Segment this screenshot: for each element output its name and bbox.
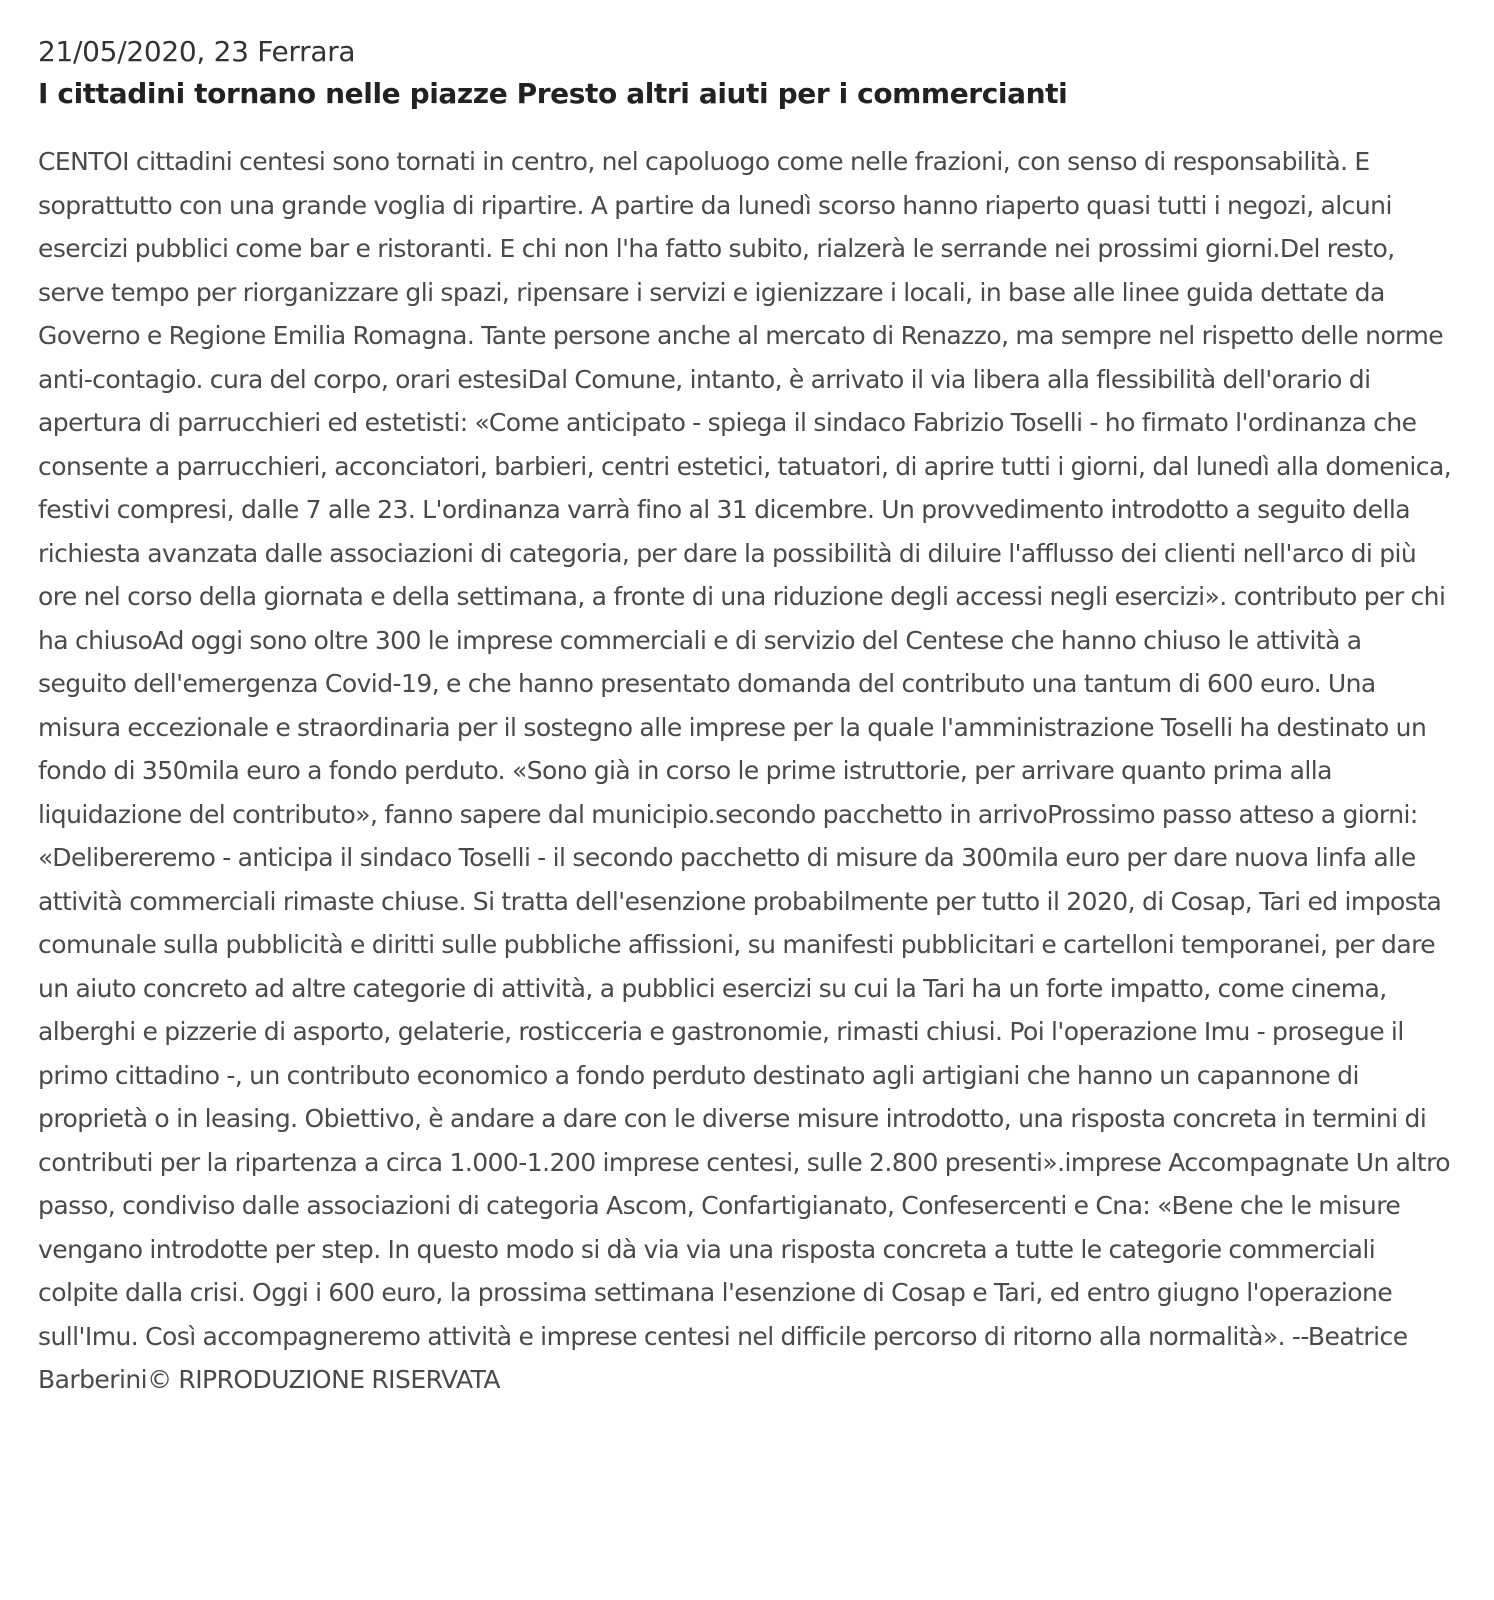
article-body: CENTOI cittadini centesi sono tornati in centro, nel capoluogo come nelle frazioni, con senso di responsabilità. E soprattutto con una grande voglia di ripartire. A partire da lunedì scorso hanno riaperto quasi tutti i negozi, alcuni esercizi pubblici come bar e ristoranti. E chi non l'ha fatto subito, rialzerà le serrande nei prossimi giorni.Del resto, serve tempo per riorganizzare gli spazi, ripensare i servizi e igienizzare i locali, in base alle linee guida dettate da Governo e Regione Emilia Romagna. Tante persone anche al mercato di Renazzo, ma sempre nel rispetto delle norme anti-contagio. cura del corpo, orari estesiDal Comune, intanto, è arrivato il via libera alla flessibilità dell'orario di apertura di parrucchieri ed estetisti: «Come anticipato - spiega il sindaco Fabrizio Toselli - ho firmato l'ordinanza che consente a parrucchieri, acconciatori, barbieri, centri estetici, tatuatori, di aprire tutti i giorni, dal lunedì alla domenica, festivi compresi, dalle 7 alle 23. L'ordinanza varrà fino al 31 dicembre. Un provvedimento introdotto a seguito della richiesta avanzata dalle associazioni di categoria, per dare la possibilità di diluire l'afflusso dei clienti nell'arco di più ore nel corso della giornata e della settimana, a fronte di una riduzione degli accessi negli esercizi». contributo per chi ha chiusoAd oggi sono oltre 300 le imprese commerciali e di servizio del Centese che hanno chiuso le attività a seguito dell'emergenza Covid-19, e che hanno presentato domanda del contributo una tantum di 600 euro. Una misura eccezionale e straordinaria per il sostegno alle imprese per la quale l'amministrazione Toselli ha destinato un fondo di 350mila euro a fondo perduto. «Sono già in corso le prime istruttorie, per arrivare quanto prima alla liquidazione del contributo», fanno sapere dal municipio.secondo pacchetto in arrivoProssimo passo atteso a giorni: «Delibereremo - anticipa il sindaco Toselli - il secondo pacchetto di misure da 300mila euro per dare nuova linfa alle attività commerciali rimaste chiuse. Si tratta dell'esenzione probabilmente per tutto il 2020, di Cosap, Tari ed imposta comunale sulla pubblicità e diritti sulle pubbliche affissioni, su manifesti pubblicitari e cartelloni temporanei, per dare un aiuto concreto ad altre categorie di attività, a pubblici esercizi su cui la Tari ha un forte impatto, come cinema, alberghi e pizzerie di asporto, gelaterie, rosticceria e gastronomie, rimasti chiusi. Poi l'operazione Imu - prosegue il primo cittadino -, un contributo economico a fondo perduto destinato agli artigiani che hanno un capannone di proprietà o in leasing. Obiettivo, è andare a dare con le diverse misure introdotto, una risposta concreta in termini di contributi per la ripartenza a circa 1.000-1.200 imprese centesi, sulle 2.800 presenti».imprese Accompagnate Un altro passo, condiviso dalle associazioni di categoria Ascom, Confartigianato, Confesercenti e Cna: «Bene che le misure vengano introdotte per step. In questo modo si dà via via una risposta concreta a tutte le categorie commerciali colpite dalla crisi. Oggi i 600 euro, la prossima settimana l'esenzione di Cosap e Tari, ed entro giugno l'operazione sull'Imu. Così accompagneremo attività e imprese centesi nel difficile percorso di ritorno alla normalità». --Beatrice Barberini© RIPRODUZIONE RISERVATA bbox=[38, 147, 1452, 1394]
article bbox=[38, 30, 1458, 1402]
article-headline: I cittadini tornano nelle piazze Presto altri aiuti per i commercianti bbox=[38, 77, 1068, 110]
article-dateline: 21/05/2020, 23 Ferrara bbox=[38, 35, 356, 68]
